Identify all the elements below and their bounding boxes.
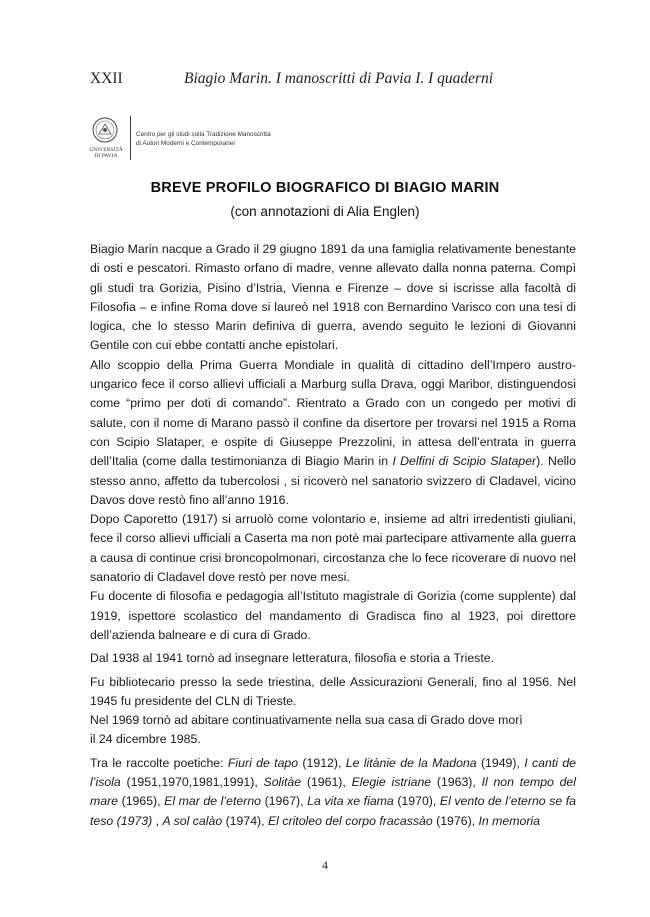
book-title: I Delfini di Scipio Slataper	[392, 454, 537, 469]
folio-number: XXII	[90, 70, 123, 87]
paragraph-2-text-end: ). Nello stesso anno, affetto da tubercolosi , si ricoverò nel sanatorio svizzero di Cladavel, vicino Davos dove restò fino all’anno 1916.	[90, 454, 576, 507]
paragraph-8	[90, 754, 576, 831]
centre-name-line-2: di Autori Moderni e Contemporanei	[136, 140, 235, 147]
work-year: (1949),	[476, 755, 525, 770]
running-title: Biagio Marin. I manoscritti di Pavia I. I quaderni	[184, 70, 494, 87]
work-year: (1976),	[432, 813, 479, 828]
work-title: La vita xe fiama	[307, 794, 394, 809]
work-title: Elegie istriane	[351, 775, 432, 790]
paragraph-3: Dopo Caporetto (1917) si arruolò come volontario e, insieme ad altri irredentisti giuliani, fece il corso allievi ufficiali a Caserta ma non potè mai partecipare attivamente alla guerra a causa di continue crisi broncopolmonari, circostanza che lo fece ricoverare di nuovo nel sanatorio di Cladavel dove restò per nove mesi.	[90, 512, 576, 585]
university-logo	[88, 116, 388, 160]
work-year: (1965),	[118, 794, 165, 809]
work-year: (1951,1970,1981,1991),	[120, 775, 264, 790]
page-number: 4	[322, 858, 328, 872]
logo-divider	[130, 116, 131, 160]
work-title: Fiuri de tapo	[227, 755, 299, 770]
centre-name-line-1: Centro per gli studi sulla Tradizione Manoscritta	[136, 131, 271, 138]
paragraph-2-text: Allo scoppio della Prima Guerra Mondiale in qualità di cittadino dell’Impero austro-ungarico fece il corso allievi ufficiali a Marburg sulla Drava, oggi Maribor, distinguendosi come “primo per doti di comando”. Rientrato a Grado con un congedo per motivi di salute, con il nome di Marano passò il confine da disertore per trovarsi nel 1915 a Roma con Scipio Slataper, e ospite di Giuseppe Prezzolini, in attesa dell’entrata in guerra dell’Italia (come dalla testimonianza di Biagio Marin in	[90, 357, 576, 469]
centre-name	[136, 130, 271, 148]
paragraph-2	[90, 356, 576, 510]
work-title: Le litànie de la Madona	[345, 755, 477, 770]
seal-label: UNIVERSITÀ DI PAVIA	[89, 147, 123, 159]
work-year: (1912),	[298, 755, 346, 770]
work-year: (1967),	[261, 794, 308, 809]
biography-text	[90, 240, 576, 831]
work-title: Il non tempo del mare	[90, 775, 577, 809]
work-year: (1963),	[431, 775, 482, 790]
work-title: I canti de l’isola	[90, 755, 577, 790]
work-year: ,	[152, 813, 163, 828]
paragraph-1: Biagio Marin nacque a Grado il 29 giugno 1891 da una famiglia relativamente benestante di osti e pescatori. Rimasto orfano di madre, venne allevato dalla nonna paterna. Compì gli studi tra Gorizia, Pisino d’Istria, Vienna e Firenze – dove si iscrisse alla facoltà di Filosofia – e infine Roma dove si laureò nel 1918 con Bernardino Varisco con una tesi di logica, che lo stesso Marin definiva di guerra, avendo seguito le lezioni di Giovanni Gentile con cui ebbe contatti anche epistolari.	[90, 242, 576, 353]
work-title: El mar de l’eterno	[164, 794, 262, 809]
running-header	[90, 70, 590, 94]
work-title: El vento de l’eterno se fa teso (1973)	[90, 794, 577, 828]
paragraph-7-line-2: il 24 dicembre 1985.	[90, 732, 201, 747]
work-title: Solitàe	[263, 775, 302, 790]
work-year: (1970),	[393, 794, 440, 809]
work-year: (1961),	[301, 775, 352, 790]
works-intro: Tra le raccolte poetiche:	[90, 755, 228, 770]
document-subtitle: (con annotazioni di Alia Englen)	[230, 204, 420, 219]
paragraph-5: Dal 1938 al 1941 tornò ad insegnare letteratura, filosofia e storia a Trieste.	[90, 651, 494, 666]
paragraph-7	[90, 711, 576, 750]
document-title: BREVE PROFILO BIOGRAFICO DI BIAGIO MARIN	[150, 180, 500, 196]
work-title: A sol calào	[162, 813, 223, 828]
work-year: (1974),	[222, 813, 268, 828]
paragraph-4: Fu docente di filosofia e pedagogia all’Istituto magistrale di Gorizia (come supplente) dal 1919, ispettore scolastico del mandamento di Gradisca fino al 1923, poi direttore dell’azienda balneare e di cura di Grado.	[90, 589, 576, 642]
paragraph-6: Fu bibliotecario presso la sede triestina, delle Assicurazioni Generali, fino al 1956. Nel 1945 fu presidente del CLN di Trieste.	[90, 674, 576, 708]
work-title: El critoleo del corpo fracassào	[267, 813, 433, 828]
paragraph-7-line-1: Nel 1969 tornò ad abitare continuativamente nella sua casa di Grado dove morì	[90, 713, 523, 728]
work-title: In memoria	[478, 813, 541, 828]
